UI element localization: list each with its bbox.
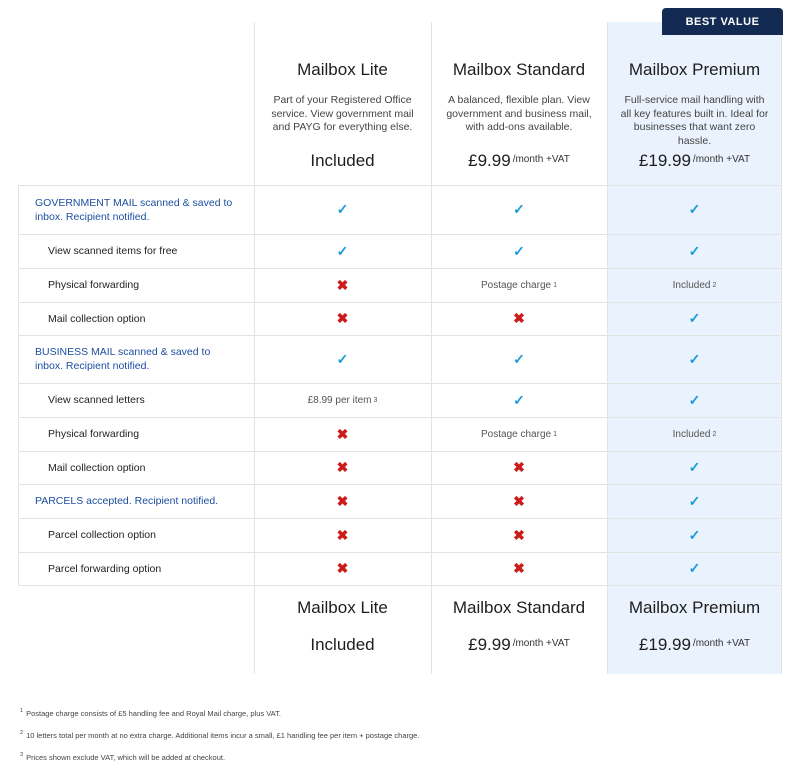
feature-cell	[431, 268, 607, 302]
check-icon: ✓	[688, 350, 701, 367]
feature-cell	[607, 335, 782, 383]
footnote-ref: 1	[553, 281, 557, 289]
footnote-number: 1	[20, 708, 24, 714]
feature-cell	[431, 234, 607, 268]
cell-text: Postage charge	[481, 279, 552, 291]
cross-icon: ✖	[336, 310, 349, 326]
row-divider	[18, 585, 782, 586]
cross-icon: ✖	[513, 526, 525, 543]
footnote-number: 3	[20, 752, 24, 758]
price-suffix: /month +VAT	[692, 638, 751, 649]
feature-cell	[607, 268, 782, 302]
feature-cell	[431, 185, 607, 234]
feature-label: Mail collection option	[48, 312, 146, 325]
plan-price-premium	[607, 151, 782, 171]
feature-cell	[431, 552, 607, 585]
footnote-text: Prices shown exclude VAT, which will be added at checkout.	[26, 753, 226, 762]
plan-name-standard: Mailbox Standard	[452, 60, 586, 79]
price-value: Included	[310, 151, 375, 170]
check-icon: ✓	[336, 242, 349, 259]
price-value: Included	[310, 635, 375, 654]
feature-label: Parcel forwarding option	[48, 562, 162, 575]
feature-cell	[431, 383, 607, 417]
footer-plan-name-premium: Mailbox Premium	[628, 598, 761, 617]
feature-cell	[254, 302, 431, 335]
check-icon: ✓	[688, 201, 701, 217]
cross-icon: ✖	[513, 310, 525, 326]
check-icon: ✓	[688, 459, 701, 475]
footer-plan-price-premium	[607, 635, 782, 655]
footnote-ref: 2	[712, 430, 717, 438]
check-icon: ✓	[688, 526, 701, 543]
footnote-ref: 1	[553, 430, 557, 438]
plan-description-premium: Full-service mail handling with all key features built in. Ideal for businesses that want zero hassle.	[620, 94, 769, 147]
feature-label: View scanned letters	[48, 394, 145, 406]
feature-label: Parcel collection option	[48, 529, 156, 541]
check-icon: ✓	[688, 492, 701, 509]
feature-label: PARCELS accepted. Recipient notified.	[35, 495, 219, 507]
footnote-3	[20, 752, 225, 762]
feature-label: GOVERNMENT MAIL scanned & saved to inbox. Recipient notified.	[35, 196, 233, 223]
feature-cell	[254, 335, 431, 383]
price-suffix: /month +VAT	[692, 154, 751, 165]
check-icon: ✓	[513, 242, 525, 259]
feature-cell	[254, 185, 431, 234]
price-value: £19.99	[638, 151, 691, 170]
feature-cell	[254, 518, 431, 552]
feature-cell	[607, 302, 782, 335]
plan-name-premium: Mailbox Premium	[628, 60, 761, 79]
feature-cell	[607, 518, 782, 552]
cross-icon: ✖	[513, 459, 525, 475]
footer-plan-price-standard	[431, 635, 607, 655]
price-value: £19.99	[638, 635, 691, 654]
footer-plan-name-standard: Mailbox Standard	[452, 598, 586, 617]
plan-price-lite	[254, 151, 431, 171]
feature-label: Physical forwarding	[48, 279, 140, 291]
plan-description-lite: Part of your Registered Office service. View government mail and PAYG for everything else.	[271, 94, 414, 133]
best-value-badge: BEST VALUE	[662, 8, 783, 35]
feature-cell	[607, 417, 782, 451]
cross-icon: ✖	[336, 425, 349, 442]
check-icon: ✓	[513, 201, 525, 217]
price-value: £9.99	[468, 151, 511, 170]
check-icon: ✓	[336, 350, 349, 367]
plan-name-lite: Mailbox Lite	[297, 60, 388, 79]
footer-plan-name-lite: Mailbox Lite	[297, 598, 388, 617]
price-suffix: /month +VAT	[512, 638, 570, 649]
check-icon: ✓	[336, 201, 349, 217]
cross-icon: ✖	[336, 276, 349, 293]
feature-cell	[431, 484, 607, 518]
price-suffix: /month +VAT	[512, 154, 570, 165]
feature-label: Mail collection option	[48, 461, 146, 474]
footnote-ref: 3	[373, 396, 378, 404]
check-icon: ✓	[688, 242, 701, 259]
footnote-1	[20, 708, 281, 718]
footnote-ref: 2	[712, 281, 717, 289]
check-icon: ✓	[688, 310, 701, 326]
feature-label: BUSINESS MAIL scanned & saved to inbox. Recipient notified.	[35, 346, 211, 372]
cross-icon: ✖	[513, 560, 525, 576]
feature-cell	[431, 451, 607, 484]
feature-label: Physical forwarding	[48, 428, 140, 440]
plan-description-standard: A balanced, flexible plan. View government and business mail, with add-ons available.	[446, 94, 592, 133]
cell-text: Postage charge	[481, 428, 552, 440]
cross-icon: ✖	[336, 492, 349, 509]
feature-cell	[254, 234, 431, 268]
feature-cell	[607, 451, 782, 484]
check-icon: ✓	[688, 391, 701, 408]
feature-cell	[431, 335, 607, 383]
feature-cell	[607, 383, 782, 417]
cross-icon: ✖	[336, 459, 349, 475]
feature-cell	[254, 484, 431, 518]
check-icon: ✓	[688, 560, 701, 576]
feature-cell	[254, 417, 431, 451]
price-value: £9.99	[468, 635, 511, 654]
footnote-2	[20, 730, 419, 740]
feature-cell	[607, 552, 782, 585]
check-icon: ✓	[513, 350, 525, 367]
feature-cell	[607, 484, 782, 518]
feature-cell	[254, 552, 431, 585]
footnote-text: 10 letters total per month at no extra charge. Additional items incur a small, £1 handling fee per item + postage charge.	[26, 731, 420, 740]
feature-cell	[254, 383, 431, 417]
check-icon: ✓	[513, 391, 525, 408]
footer-plan-price-lite	[254, 635, 431, 655]
cross-icon: ✖	[336, 526, 349, 543]
feature-cell	[431, 518, 607, 552]
feature-cell	[431, 417, 607, 451]
cross-icon: ✖	[513, 492, 525, 509]
feature-label: View scanned items for free	[48, 245, 178, 257]
feature-cell	[254, 268, 431, 302]
cross-icon: ✖	[336, 560, 349, 576]
feature-cell	[607, 185, 782, 234]
cell-text: Included	[672, 428, 711, 440]
feature-cell	[607, 234, 782, 268]
footnote-text: Postage charge consists of £5 handling fee and Royal Mail charge, plus VAT.	[26, 709, 281, 718]
cell-text: £8.99 per item	[307, 394, 372, 406]
plan-price-standard	[431, 151, 607, 171]
feature-cell	[254, 451, 431, 484]
feature-cell	[431, 302, 607, 335]
cell-text: Included	[672, 279, 711, 291]
footnote-number: 2	[20, 730, 24, 736]
